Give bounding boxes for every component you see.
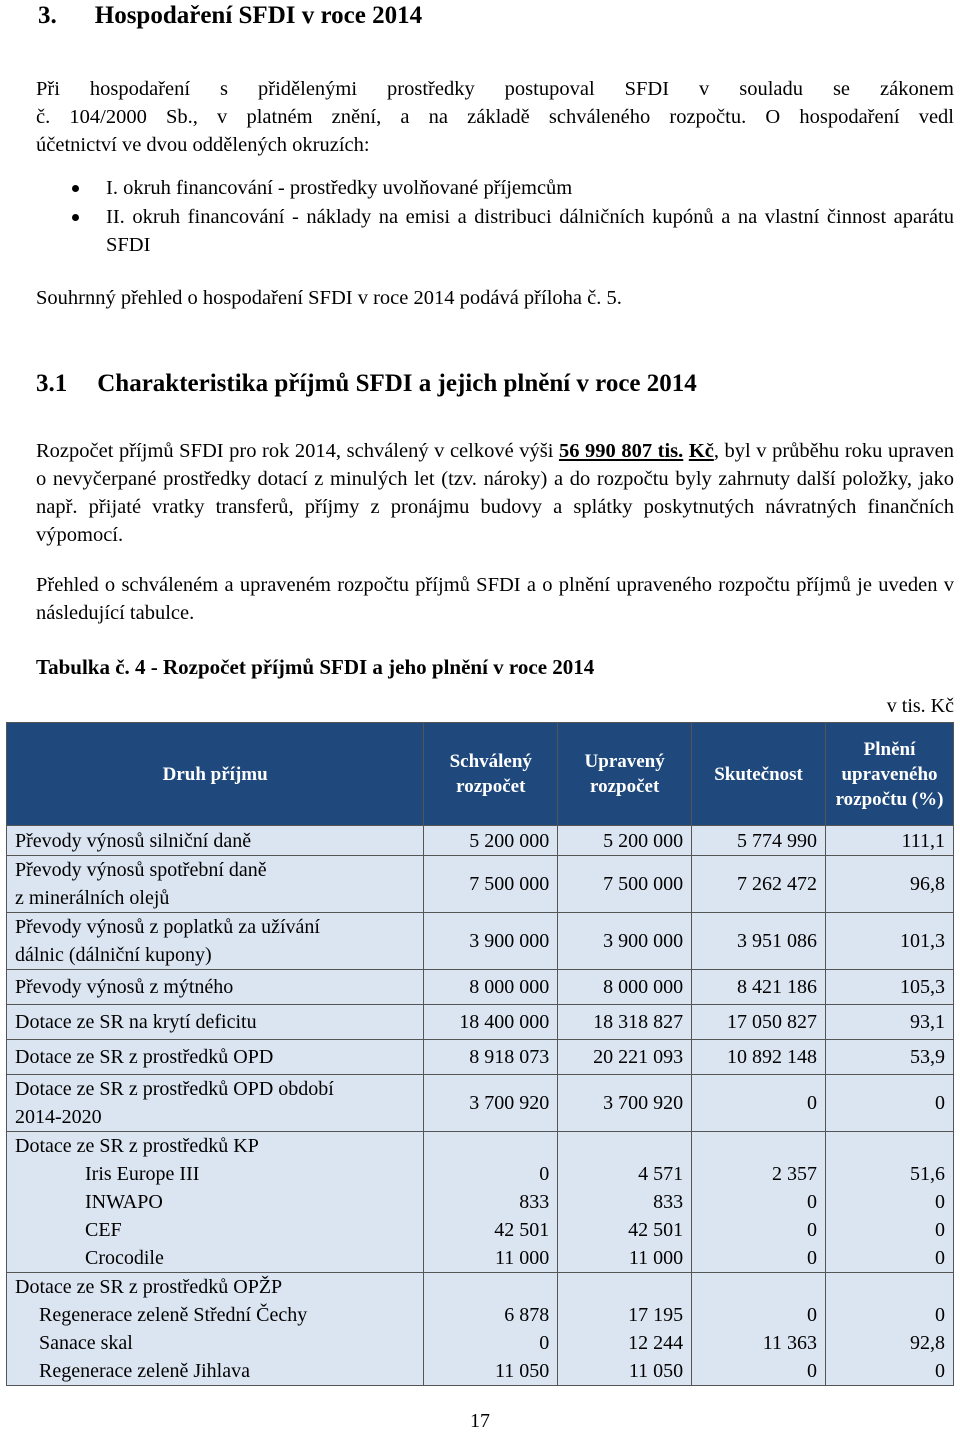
cell-actual: 5 774 990 [692, 826, 826, 856]
sub-value: 42 501 [628, 1219, 684, 1241]
sub-value: 0 [807, 1247, 818, 1269]
bullet-dot-icon [72, 214, 79, 221]
cell-adjusted: 20 221 093 [558, 1040, 692, 1075]
sub-value: 42 501 [494, 1219, 550, 1241]
row-label [7, 1273, 424, 1386]
row-label: Dotace ze SR z prostředků OPD [7, 1040, 424, 1075]
table-row [7, 826, 954, 856]
cell-adjusted: 5 200 000 [558, 826, 692, 856]
sub-value: 92,8 [910, 1332, 945, 1354]
cell-actual: 0 [692, 1075, 826, 1132]
sub-value: 17 195 [628, 1304, 684, 1326]
cell-adjusted: 7 500 000 [558, 856, 692, 913]
row-label-line: z minerálních olejů [15, 887, 170, 909]
sub-value: 51,6 [910, 1163, 945, 1185]
sub-item-label: Crocodile [85, 1247, 164, 1269]
table-title: Tabulka č. 4 - Rozpočet příjmů SFDI a jeho plnění v roce 2014 [36, 655, 595, 679]
budget-amount: 56 990 807 tis. [558, 440, 684, 462]
cell-approved [424, 1273, 558, 1386]
section-number: 3. [38, 2, 57, 29]
budget-text-pre: Rozpočet příjmů SFDI pro rok 2014, schválený v celkové výši [36, 440, 559, 462]
bullet-text-1: I. okruh financování - prostředky uvolňované příjemcům [106, 177, 573, 199]
row-label-line: dálnic (dálniční kupony) [15, 944, 212, 966]
sub-value: 0 [935, 1191, 945, 1213]
section-heading [38, 2, 422, 30]
table-header-row [7, 723, 954, 826]
header-actual: Skutečnost [692, 723, 826, 826]
sub-value: 0 [539, 1163, 550, 1185]
group-label: Dotace ze SR z prostředků KP [15, 1135, 259, 1157]
sub-value: 0 [935, 1360, 945, 1382]
sub-item-label: Sanace skal [39, 1332, 133, 1354]
cell-adjusted: 8 000 000 [558, 970, 692, 1005]
cell-approved: 18 400 000 [424, 1005, 558, 1040]
cell-actual: 3 951 086 [692, 913, 826, 970]
row-label [7, 1075, 424, 1132]
cell-approved: 3 700 920 [424, 1075, 558, 1132]
cell-actual [692, 1273, 826, 1386]
cell-adjusted: 18 318 827 [558, 1005, 692, 1040]
sub-value: 0 [935, 1219, 945, 1241]
intro-paragraph [36, 75, 954, 159]
table-row [7, 1005, 954, 1040]
cell-approved: 8 000 000 [424, 970, 558, 1005]
bullet-text-2: II. okruh financování - náklady na emisi a distribuci dálničních kupónů a na vlastní činnost aparátu SFDI [106, 206, 954, 256]
sub-value: 4 571 [638, 1163, 684, 1185]
table-unit: v tis. Kč [886, 695, 954, 717]
bullet-item-1 [72, 174, 954, 202]
table-row [7, 913, 954, 970]
sub-value: 11 363 [762, 1332, 818, 1354]
sub-item-label: Regenerace zeleně Jihlava [39, 1360, 250, 1382]
sub-value: 0 [807, 1360, 818, 1382]
cell-pct: 105,3 [826, 970, 954, 1005]
group-label: Dotace ze SR z prostředků OPŽP [15, 1276, 283, 1298]
cell-approved [424, 1132, 558, 1273]
row-label [7, 1132, 424, 1273]
table-row-group-opzp [7, 1273, 954, 1386]
sub-value: 0 [539, 1332, 550, 1354]
row-label: Dotace ze SR na krytí deficitu [7, 1005, 424, 1040]
summary-line: Souhrnný přehled o hospodaření SFDI v roce 2014 podává příloha č. 5. [36, 287, 622, 309]
sub-value: 0 [807, 1219, 818, 1241]
sub-value: 11 050 [494, 1360, 550, 1382]
table-row [7, 856, 954, 913]
cell-actual [692, 1132, 826, 1273]
header-fulfilment: Plnění upraveného rozpočtu (%) [826, 723, 954, 826]
sub-item-label: CEF [85, 1219, 122, 1241]
bullet-dot-icon [72, 185, 79, 192]
cell-pct [826, 1132, 954, 1273]
cell-approved: 3 900 000 [424, 913, 558, 970]
sub-value: 833 [653, 1191, 684, 1213]
row-label-line: Převody výnosů z poplatků za užívání [15, 916, 320, 938]
cell-adjusted [558, 1273, 692, 1386]
sub-value: 6 878 [504, 1304, 550, 1326]
sub-value: 11 000 [628, 1247, 684, 1269]
sub-item-label: INWAPO [85, 1191, 163, 1213]
table-row [7, 1075, 954, 1132]
sub-value: 11 050 [628, 1360, 684, 1382]
intro-line-1: Při hospodaření s přidělenými prostředky postupoval SFDI v souladu se zákonem [36, 78, 954, 100]
cell-approved: 7 500 000 [424, 856, 558, 913]
sub-value: 0 [935, 1304, 945, 1326]
sub-value: 833 [519, 1191, 550, 1213]
subsection-heading [36, 370, 697, 398]
row-label-line: Převody výnosů spotřební daně [15, 859, 267, 881]
page-number: 17 [470, 1410, 490, 1432]
cell-pct: 111,1 [826, 826, 954, 856]
row-label-line: 2014-2020 [15, 1106, 102, 1128]
sub-item-label: Regenerace zeleně Střední Čechy [39, 1304, 308, 1326]
cell-actual: 17 050 827 [692, 1005, 826, 1040]
table-row [7, 970, 954, 1005]
header-adjusted: Upravený rozpočet [558, 723, 692, 826]
cell-pct: 96,8 [826, 856, 954, 913]
cell-adjusted [558, 1132, 692, 1273]
cell-pct: 93,1 [826, 1005, 954, 1040]
budget-paragraph [36, 437, 954, 549]
bullet-item-2 [72, 203, 954, 259]
intro-line-2: č. 104/2000 Sb., v platném znění, a na základě schváleného rozpočtu. O hospodaření vedl [36, 106, 954, 128]
cell-approved: 5 200 000 [424, 826, 558, 856]
section-title: Hospodaření SFDI v roce 2014 [94, 2, 423, 29]
row-label [7, 913, 424, 970]
cell-adjusted: 3 700 920 [558, 1075, 692, 1132]
row-label-line: Dotace ze SR z prostředků OPD období [15, 1078, 334, 1100]
cell-actual: 7 262 472 [692, 856, 826, 913]
cell-pct: 0 [826, 1075, 954, 1132]
cell-approved: 8 918 073 [424, 1040, 558, 1075]
table-row-group-kp [7, 1132, 954, 1273]
sub-item-label: Iris Europe III [85, 1163, 200, 1185]
sub-value: 0 [935, 1247, 945, 1269]
intro-line-3: účetnictví ve dvou oddělených okruzích: [36, 134, 370, 156]
header-approved: Schválený rozpočet [424, 723, 558, 826]
header-type: Druh příjmu [7, 723, 424, 826]
subsection-title: Charakteristika příjmů SFDI a jejich plnění v roce 2014 [97, 370, 697, 397]
budget-text-post: , byl v průběhu roku upraven o nevyčerpané prostředky dotací z minulých let (tzv. nároky) a do rozpočtu byly zahrnuty další položky, jako např. přijaté vratky transferů, příjmy z pronájmu budovy a splátky poskytnutých návratných finančních výpomocí. [36, 440, 954, 546]
overview-paragraph: Přehled o schváleném a upraveném rozpočtu příjmů SFDI a o plnění upraveného rozpočtu příjmů je uveden v následující tabulce. [36, 574, 954, 624]
cell-adjusted: 3 900 000 [558, 913, 692, 970]
cell-pct: 101,3 [826, 913, 954, 970]
cell-actual: 10 892 148 [692, 1040, 826, 1075]
table-row [7, 1040, 954, 1075]
row-label [7, 856, 424, 913]
income-table [6, 722, 954, 1386]
sub-value: 0 [807, 1304, 818, 1326]
sub-value: 2 357 [772, 1163, 818, 1185]
cell-actual: 8 421 186 [692, 970, 826, 1005]
budget-currency: Kč [688, 440, 714, 462]
cell-pct [826, 1273, 954, 1386]
subsection-number: 3.1 [36, 370, 68, 397]
cell-pct: 53,9 [826, 1040, 954, 1075]
sub-value: 0 [807, 1191, 818, 1213]
sub-value: 11 000 [494, 1247, 550, 1269]
row-label: Převody výnosů z mýtného [7, 970, 424, 1005]
sub-value: 12 244 [628, 1332, 684, 1354]
row-label: Převody výnosů silniční daně [7, 826, 424, 856]
